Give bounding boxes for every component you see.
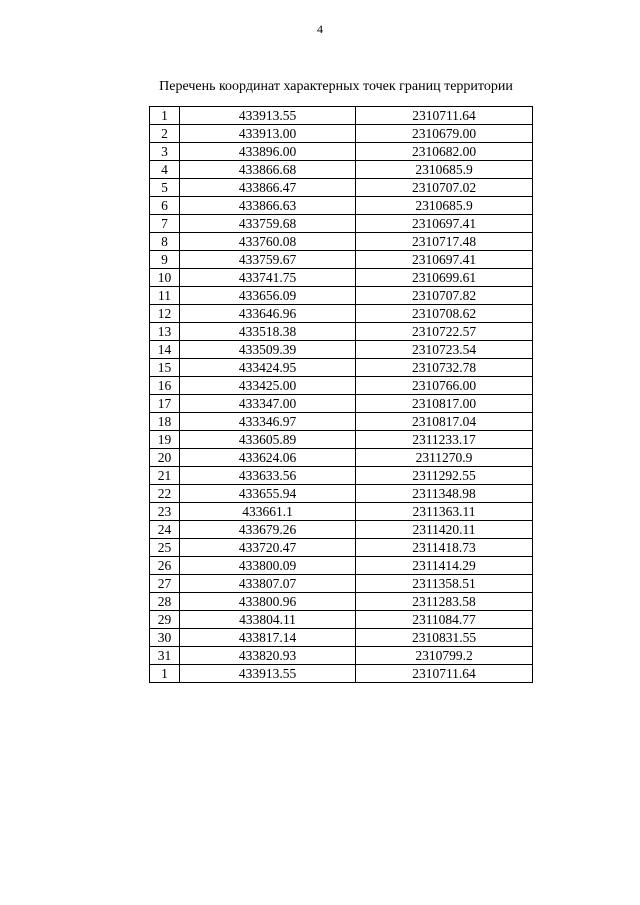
table-row: [150, 143, 533, 161]
point-number-cell: 30: [150, 629, 180, 647]
point-number-cell: 10: [150, 269, 180, 287]
point-number-cell: 27: [150, 575, 180, 593]
point-number-cell: 23: [150, 503, 180, 521]
point-number-cell: 15: [150, 359, 180, 377]
point-number-cell: 14: [150, 341, 180, 359]
y-coordinate-cell: 2310732.78: [356, 359, 533, 377]
point-number-cell: 2: [150, 125, 180, 143]
point-number-cell: 3: [150, 143, 180, 161]
x-coordinate-cell: 433346.97: [180, 413, 356, 431]
x-coordinate-cell: 433800.96: [180, 593, 356, 611]
point-number-cell: 29: [150, 611, 180, 629]
point-number-cell: 20: [150, 449, 180, 467]
table-row: [150, 107, 533, 125]
x-coordinate-cell: 433866.68: [180, 161, 356, 179]
point-number-cell: 22: [150, 485, 180, 503]
x-coordinate-cell: 433605.89: [180, 431, 356, 449]
table-row: [150, 305, 533, 323]
point-number-cell: 12: [150, 305, 180, 323]
x-coordinate-cell: 433913.55: [180, 107, 356, 125]
table-row: [150, 161, 533, 179]
point-number-cell: 11: [150, 287, 180, 305]
point-number-cell: 26: [150, 557, 180, 575]
document-title: Перечень координат характерных точек границ территории: [159, 79, 513, 94]
y-coordinate-cell: 2310817.04: [356, 413, 533, 431]
coordinates-table-body: [150, 107, 533, 683]
y-coordinate-cell: 2310707.82: [356, 287, 533, 305]
table-row: [150, 467, 533, 485]
table-row: [150, 539, 533, 557]
x-coordinate-cell: 433913.00: [180, 125, 356, 143]
y-coordinate-cell: 2311420.11: [356, 521, 533, 539]
table-row: [150, 485, 533, 503]
table-row: [150, 179, 533, 197]
point-number-cell: 9: [150, 251, 180, 269]
y-coordinate-cell: 2310708.62: [356, 305, 533, 323]
table-row: [150, 377, 533, 395]
y-coordinate-cell: 2311348.98: [356, 485, 533, 503]
y-coordinate-cell: 2310697.41: [356, 215, 533, 233]
x-coordinate-cell: 433804.11: [180, 611, 356, 629]
table-row: [150, 215, 533, 233]
y-coordinate-cell: 2310697.41: [356, 251, 533, 269]
table-row: [150, 323, 533, 341]
y-coordinate-cell: 2310723.54: [356, 341, 533, 359]
x-coordinate-cell: 433896.00: [180, 143, 356, 161]
table-row: [150, 557, 533, 575]
y-coordinate-cell: 2310682.00: [356, 143, 533, 161]
table-row: [150, 611, 533, 629]
x-coordinate-cell: 433741.75: [180, 269, 356, 287]
point-number-cell: 17: [150, 395, 180, 413]
y-coordinate-cell: 2311292.55: [356, 467, 533, 485]
y-coordinate-cell: 2311084.77: [356, 611, 533, 629]
y-coordinate-cell: 2311363.11: [356, 503, 533, 521]
x-coordinate-cell: 433655.94: [180, 485, 356, 503]
table-row: [150, 269, 533, 287]
point-number-cell: 6: [150, 197, 180, 215]
x-coordinate-cell: 433866.63: [180, 197, 356, 215]
point-number-cell: 28: [150, 593, 180, 611]
table-row: [150, 197, 533, 215]
table-row: [150, 593, 533, 611]
table-row: [150, 629, 533, 647]
point-number-cell: 16: [150, 377, 180, 395]
y-coordinate-cell: 2310817.00: [356, 395, 533, 413]
coordinates-table: [149, 106, 533, 683]
point-number-cell: 7: [150, 215, 180, 233]
x-coordinate-cell: 433759.68: [180, 215, 356, 233]
y-coordinate-cell: 2310685.9: [356, 161, 533, 179]
point-number-cell: 1: [150, 665, 180, 683]
x-coordinate-cell: 433760.08: [180, 233, 356, 251]
x-coordinate-cell: 433646.96: [180, 305, 356, 323]
y-coordinate-cell: 2310685.9: [356, 197, 533, 215]
x-coordinate-cell: 433679.26: [180, 521, 356, 539]
x-coordinate-cell: 433913.55: [180, 665, 356, 683]
y-coordinate-cell: 2310707.02: [356, 179, 533, 197]
table-row: [150, 431, 533, 449]
x-coordinate-cell: 433817.14: [180, 629, 356, 647]
page-number: 4: [317, 22, 323, 36]
x-coordinate-cell: 433866.47: [180, 179, 356, 197]
y-coordinate-cell: 2310679.00: [356, 125, 533, 143]
y-coordinate-cell: 2310711.64: [356, 107, 533, 125]
table-row: [150, 287, 533, 305]
y-coordinate-cell: 2310766.00: [356, 377, 533, 395]
x-coordinate-cell: 433759.67: [180, 251, 356, 269]
table-row: [150, 575, 533, 593]
point-number-cell: 18: [150, 413, 180, 431]
y-coordinate-cell: 2311283.58: [356, 593, 533, 611]
y-coordinate-cell: 2311233.17: [356, 431, 533, 449]
x-coordinate-cell: 433509.39: [180, 341, 356, 359]
y-coordinate-cell: 2310711.64: [356, 665, 533, 683]
table-row: [150, 359, 533, 377]
point-number-cell: 13: [150, 323, 180, 341]
x-coordinate-cell: 433425.00: [180, 377, 356, 395]
point-number-cell: 31: [150, 647, 180, 665]
table-row: [150, 647, 533, 665]
x-coordinate-cell: 433656.09: [180, 287, 356, 305]
table-row: [150, 413, 533, 431]
point-number-cell: 25: [150, 539, 180, 557]
table-row: [150, 341, 533, 359]
y-coordinate-cell: 2311270.9: [356, 449, 533, 467]
y-coordinate-cell: 2310699.61: [356, 269, 533, 287]
table-row: [150, 125, 533, 143]
y-coordinate-cell: 2310717.48: [356, 233, 533, 251]
x-coordinate-cell: 433820.93: [180, 647, 356, 665]
table-row: [150, 251, 533, 269]
y-coordinate-cell: 2310799.2: [356, 647, 533, 665]
x-coordinate-cell: 433807.07: [180, 575, 356, 593]
x-coordinate-cell: 433720.47: [180, 539, 356, 557]
y-coordinate-cell: 2311414.29: [356, 557, 533, 575]
table-row: [150, 665, 533, 683]
point-number-cell: 8: [150, 233, 180, 251]
table-row: [150, 395, 533, 413]
x-coordinate-cell: 433633.56: [180, 467, 356, 485]
point-number-cell: 1: [150, 107, 180, 125]
table-row: [150, 233, 533, 251]
y-coordinate-cell: 2311418.73: [356, 539, 533, 557]
table-row: [150, 503, 533, 521]
x-coordinate-cell: 433800.09: [180, 557, 356, 575]
table-row: [150, 449, 533, 467]
y-coordinate-cell: 2310831.55: [356, 629, 533, 647]
point-number-cell: 21: [150, 467, 180, 485]
x-coordinate-cell: 433624.06: [180, 449, 356, 467]
point-number-cell: 4: [150, 161, 180, 179]
y-coordinate-cell: 2310722.57: [356, 323, 533, 341]
x-coordinate-cell: 433424.95: [180, 359, 356, 377]
x-coordinate-cell: 433347.00: [180, 395, 356, 413]
x-coordinate-cell: 433661.1: [180, 503, 356, 521]
point-number-cell: 19: [150, 431, 180, 449]
table-row: [150, 521, 533, 539]
point-number-cell: 5: [150, 179, 180, 197]
y-coordinate-cell: 2311358.51: [356, 575, 533, 593]
x-coordinate-cell: 433518.38: [180, 323, 356, 341]
point-number-cell: 24: [150, 521, 180, 539]
